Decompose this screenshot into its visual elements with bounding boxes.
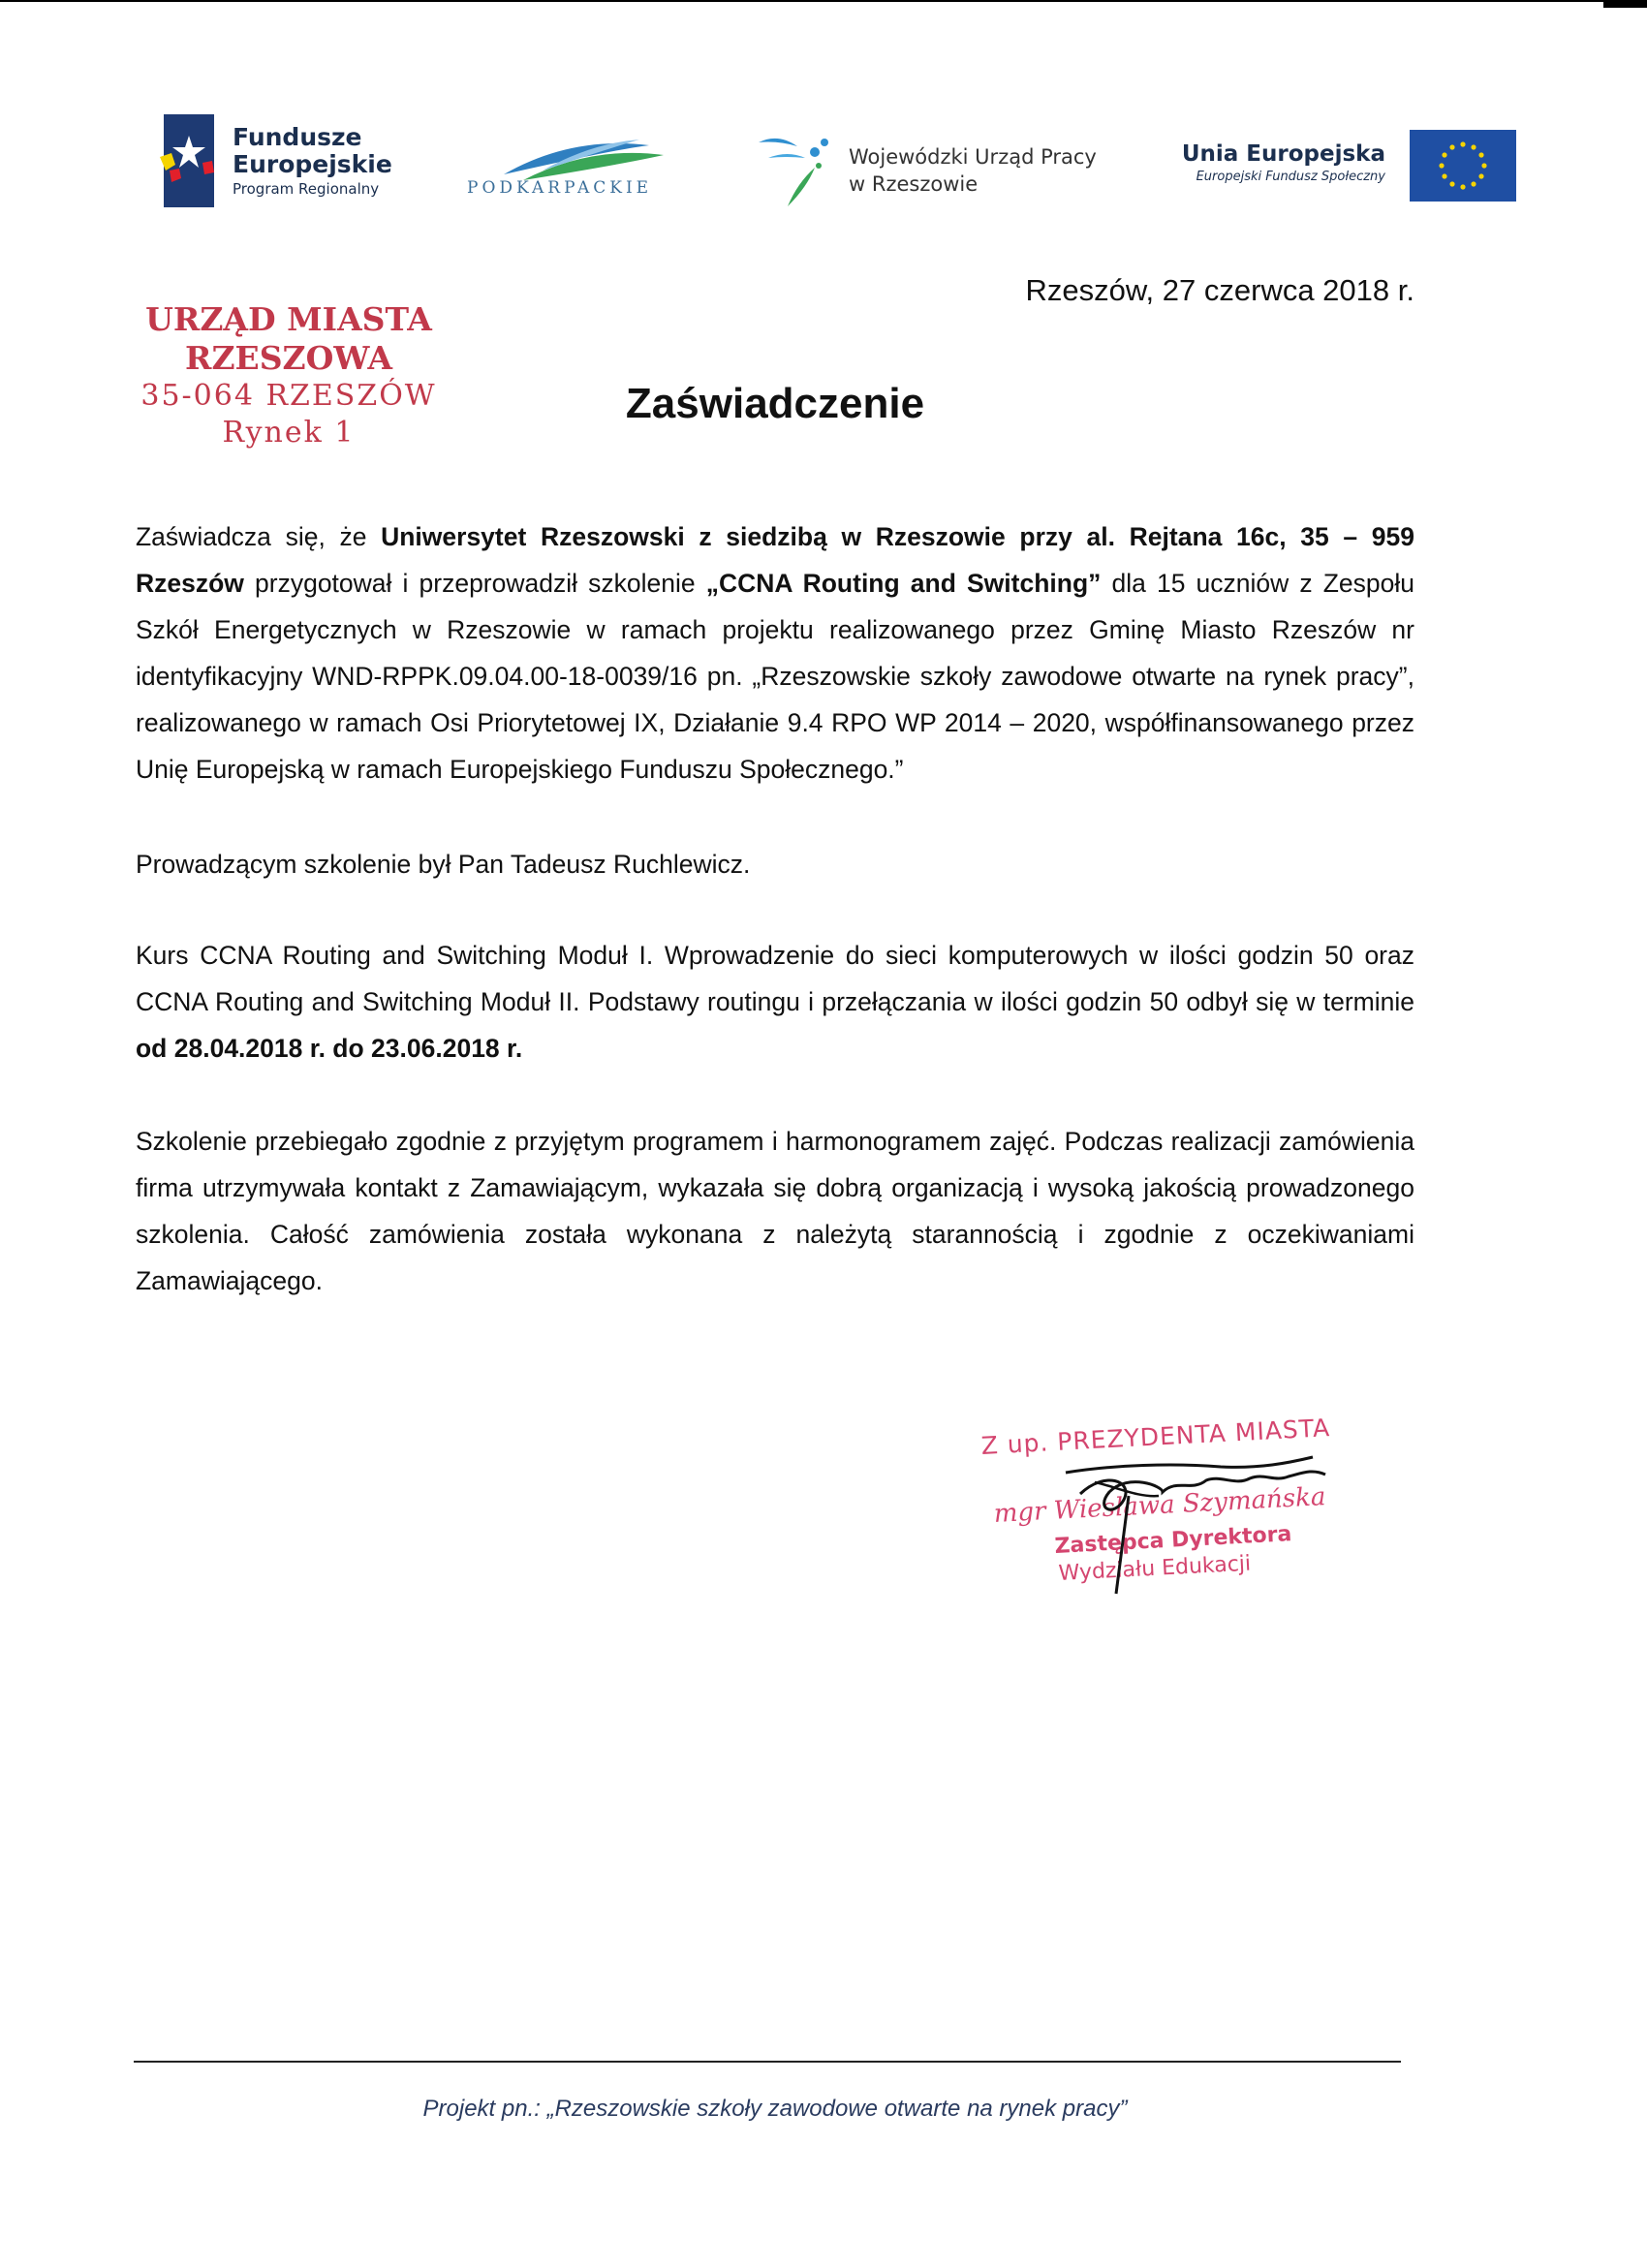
wup-line-1: Wojewódzki Urząd Pracy <box>849 145 1097 169</box>
stamp-line-3: Rynek 1 <box>222 416 356 450</box>
podkarpackie-logo-icon <box>504 126 668 182</box>
scan-top-border <box>0 0 1647 2</box>
p1-text-e: dla 15 uczniów z Zespołu Szkół Energetycznych w Rzeszowie w ramach projektu realizowanego przez Gminę Miasto Rzeszów nr identyfikacyjny WND-RPPK.09.04.00-18-0039/16 pn. „Rzeszowskie szkoły zawodowe otwarte na rynek pracy”, realizowanego w ramach Osi Priorytetowej IX, Działanie 9.4 RPO WP 2014 – 2020, współfinansowanego przez Unię Europejską w ramach Europejskiego Funduszu Społecznego.” <box>136 569 1414 784</box>
sig-stamp-line-3: Zastępca Dyrektora <box>1054 1522 1292 1559</box>
wup-line-2: w Rzeszowie <box>849 172 979 196</box>
p3-text-a: Kurs CCNA Routing and Switching Moduł I. Wprowadzenie do sieci komputerowych w ilości godzin 50 oraz CCNA Routing and Switching Moduł II. Podstawy routingu i przełączania w ilości godzin 50 odbył się w terminie <box>136 941 1414 1016</box>
eu-flag-icon <box>1410 130 1516 202</box>
fundusze-europejskie-text <box>233 124 392 200</box>
office-address-stamp <box>114 300 463 451</box>
stamp-line-2: 35-064 RZESZÓW <box>140 379 437 413</box>
scan-corner-mark <box>1603 0 1647 8</box>
document-date: Rzeszów, 27 czerwca 2018 r. <box>1025 273 1414 307</box>
unia-europejska-text <box>1143 140 1385 186</box>
paragraph-course-details <box>136 932 1414 1072</box>
paragraph-instructor: Prowadzącym szkolenie był Pan Tadeusz Ruchlewicz. <box>136 850 751 879</box>
fundusze-line-1: Fundusze <box>233 123 362 151</box>
fundusze-europejskie-logo-icon <box>160 114 218 207</box>
wup-text <box>849 143 1097 198</box>
p1-text-c: przygotował i przeprowadził szkolenie <box>243 569 706 598</box>
p1-course-name: „CCNA Routing and Switching” <box>705 569 1102 598</box>
sig-stamp-line-1: Z up. PREZYDENTA MIASTA <box>980 1414 1331 1460</box>
fundusze-line-3: Program Regionalny <box>233 180 380 198</box>
document-title: Zaświadczenie <box>625 380 925 427</box>
footer-project-name: Projekt pn.: „Rzeszowskie szkoły zawodowe otwarte na rynek pracy” <box>422 2096 1128 2122</box>
wup-bird-logo-icon <box>759 129 846 208</box>
p1-text-a: Zaświadcza się, że <box>136 522 382 551</box>
ue-line-2: Europejski Fundusz Społeczny <box>1196 170 1385 184</box>
p1-university: Uniwersytet Rzeszowski z siedzibą w Rzeszowie przy al. Rejtana 16c, 35 – 959 Rzeszów <box>136 522 1414 598</box>
podkarpackie-text: PODKARPACKIE <box>467 178 653 198</box>
paragraph-certification <box>136 513 1414 792</box>
p3-dates: od 28.04.2018 r. do 23.06.2018 r. <box>136 1034 523 1063</box>
sig-stamp-line-2: mgr Wiesława Szymańska <box>993 1482 1327 1529</box>
sig-stamp-line-4: Wydziału Edukacji <box>1058 1551 1252 1586</box>
footer-divider <box>134 2061 1401 2063</box>
fundusze-line-2: Europejskie <box>233 150 392 178</box>
ue-line-1: Unia Europejska <box>1181 141 1385 167</box>
handwritten-signature-icon <box>969 1424 1356 1618</box>
stamp-line-1: URZĄD MIASTA RZESZOWA <box>145 300 432 377</box>
paragraph-evaluation: Szkolenie przebiegało zgodnie z przyjętym programem i harmonogramem zajęć. Podczas realizacji zamówienia firma utrzymywała kontakt z Zamawiającym, wykazała się dobrą organizacją i wysoką jakością prowadzonego szkolenia. Całość zamówienia została wykonana z należytą starannością i zgodnie z oczekiwaniami Zamawiającego. <box>136 1127 1414 1295</box>
